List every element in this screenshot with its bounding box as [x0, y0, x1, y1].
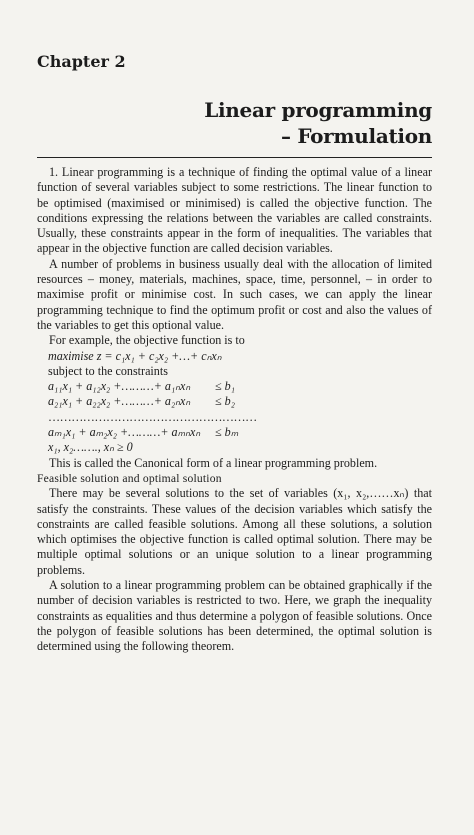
objective-function: maximise z = c₁x₁ + c₂x₂ +…+ cₙxₙ — [48, 348, 222, 363]
constraint-m — [37, 425, 432, 440]
constraint-m-rhs: ≤ bₘ — [215, 425, 239, 440]
section-feasible — [37, 486, 432, 654]
non-negativity: x₁, x₂……., xₙ ≥ 0 — [48, 440, 133, 455]
constraint-2-rhs: ≤ b₂ — [215, 394, 235, 409]
section-heading: Feasible solution and optimal solution — [37, 471, 222, 485]
constraint-2 — [37, 394, 432, 409]
title-rule — [37, 157, 432, 158]
constraint-1-rhs: ≤ b₁ — [215, 379, 235, 394]
canonical-form-note: This is called the Canonical form of a linear programming problem. — [49, 455, 378, 470]
chapter-label: Chapter 2 — [37, 52, 126, 71]
constraint-m-lhs: aₘ₁x₁ + aₘ₂x₂ +………+ aₘₙxₙ — [48, 425, 201, 440]
constraint-ellipsis: ……………………………………………… — [48, 409, 257, 424]
paragraph-applications: A number of problems in business usually deal with the allocation of limited resources – money, materials, machines, space, time, personnel, – in order to maximise profit or minimise cost. In such cases, we can apply the linear programming technique to find the optimum profit or cost and also the values of the variables to get this optional value. — [37, 256, 432, 332]
body-text — [37, 165, 432, 655]
chapter-title-line2: – Formulation — [280, 124, 432, 148]
constraint-1-lhs: a₁₁x₁ + a₁₂x₂ +………+ a₁ₙxₙ — [48, 379, 191, 394]
constraint-2-lhs: a₂₁x₁ + a₂₂x₂ +………+ a₂ₙxₙ — [48, 394, 191, 409]
chapter-title-line1: Linear programming — [204, 98, 432, 122]
subject-to: subject to the constraints — [48, 363, 168, 378]
paragraph-example: For example, the objective function is to — [49, 333, 245, 348]
constraint-1 — [37, 379, 432, 394]
paragraph-graphical: A solution to a linear programming problem can be obtained graphically if the number of decision variables is restricted to two. Here, we graph the inequality constraints as equalities and thus determine a polygon of feasible solutions. Once the polygon of feasible solutions has been determined, the optimal solution is determined using the following theorem. — [37, 578, 432, 654]
paragraph-feasible: There may be several solutions to the set of variables (x₁, x₂,……xₙ) that satisfy the constraints. These values of the decision variables which satisfy the constraints are called feasible solutions. Among all these solutions, a solution which optimises the objective function is called optimal solution. There may be multiple optimal solutions or an unique solution to a linear programming problems. — [37, 486, 432, 577]
paragraph-definition: 1. Linear programming is a technique of finding the optimal value of a linear function of several variables subject to some restrictions. The linear function to be optimised (maximised or minimised) is called the objective function. The conditions expressing the relations between the variables are called constraints. Usually, these constraints appear in the form of inequalities. The variables that appear in the objective function are called decision variables. — [37, 165, 432, 256]
